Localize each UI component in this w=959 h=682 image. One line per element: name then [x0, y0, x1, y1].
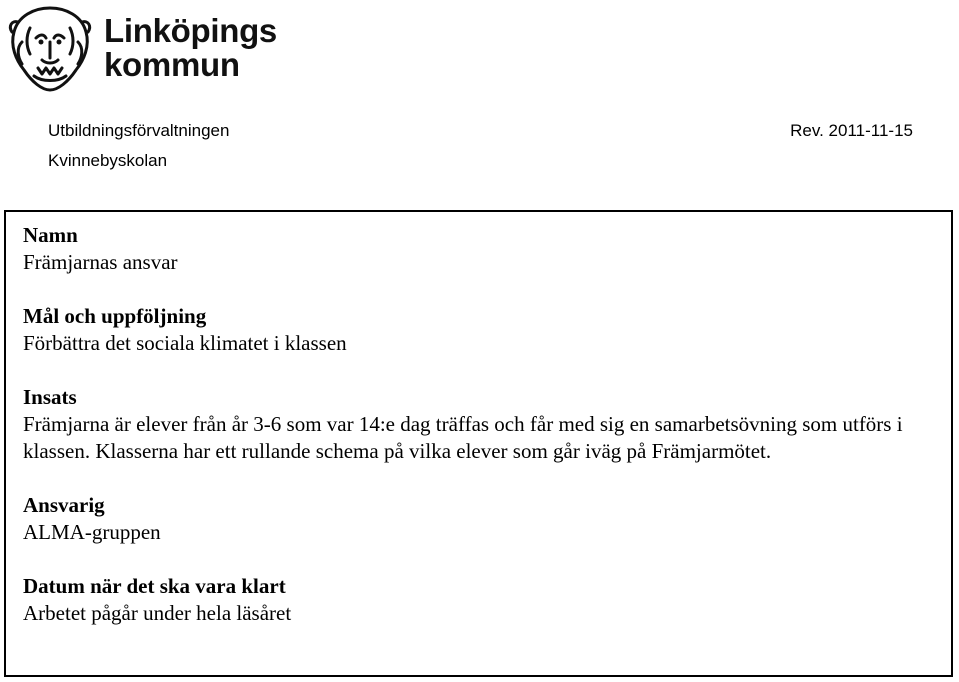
section-name-label: Namn: [23, 223, 78, 247]
section-action-value: Främjarna är elever från år 3-6 som var 14:e dag träffas och får med sig en samarbetsövning som utförs i klassen. Klasserna har ett rullande schema på vilka elever som går iväg på Främjarmötet.: [23, 412, 903, 463]
section-deadline-value: Arbetet pågår under hela läsåret: [23, 601, 292, 625]
form-sections: [23, 222, 937, 627]
section-responsible: [23, 492, 937, 546]
section-responsible-value: ALMA-gruppen: [23, 520, 161, 544]
section-name: [23, 222, 937, 276]
section-action-label: Insats: [23, 385, 77, 409]
form-box: [4, 210, 953, 677]
school-name: Kvinnebyskolan: [48, 151, 168, 170]
logo-wordmark: [104, 14, 277, 82]
section-action: [23, 384, 937, 465]
section-responsible-label: Ansvarig: [23, 493, 105, 517]
section-goal: [23, 303, 937, 357]
logo-line-2: kommun: [104, 46, 240, 83]
section-name-value: Främjarnas ansvar: [23, 250, 178, 274]
section-deadline-label: Datum när det ska vara klart: [23, 574, 286, 598]
department-name: Utbildningsförvaltningen: [48, 121, 230, 140]
lion-crest-icon: [4, 2, 96, 94]
section-goal-label: Mål och uppföljning: [23, 304, 207, 328]
section-goal-value: Förbättra det sociala klimatet i klassen: [23, 331, 347, 355]
logo-line-1: Linköpings: [104, 12, 277, 49]
revision-date: Rev. 2011-11-15: [790, 121, 913, 140]
section-deadline: [23, 573, 937, 627]
municipality-logo: [4, 2, 304, 94]
